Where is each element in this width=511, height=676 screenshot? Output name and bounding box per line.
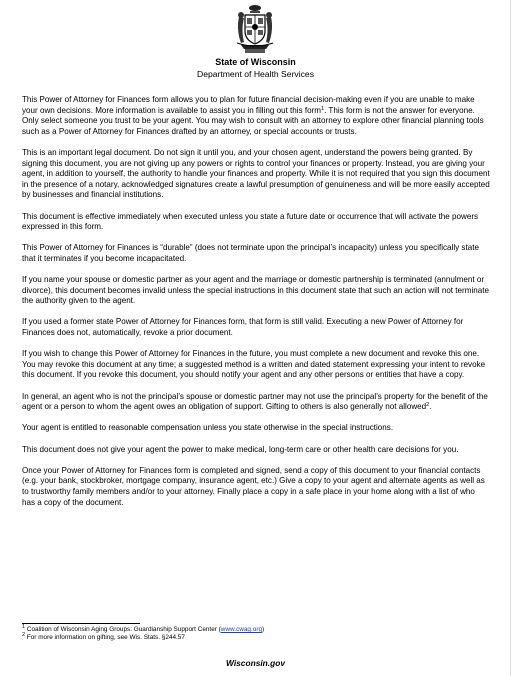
footnotes [22, 626, 490, 643]
paragraph-compensation: Your agent is entitled to reasonable compensation unless you state otherwise in the special instructions. [22, 423, 394, 433]
document-body [22, 95, 490, 519]
paragraph-former-form: If you used a former state Power of Attorney for Finances form, that form is still valid. Executing a new Power of Attorney for Finances does not, automatically, revoke a prior document. [22, 317, 464, 338]
paragraph-durable: This Power of Attorney for Finances is “durable” (does not terminate upon the principal’s incapacity) unless you specifically state that it terminates if you become incapacitated. [22, 243, 479, 263]
paragraph-copies: Once your Power of Attorney for Finances form is completed and signed, send a copy of this document to your financial contacts (e.g. your bank, stockbroker, mortgage company, insurance agent, etc.) Give a copy to your agent and alternate agents as well as to trustworthy family members and/or to your attorney. Finally place a copy in a safe place in your home along with a list of who has a copy of the document. [22, 465, 485, 507]
footnote-divider [22, 623, 140, 624]
page-title: State of Wisconsin [215, 57, 296, 67]
footnote-1: $^1$ Coalition of Wisconsin Aging Groups: Guardianship Support Center (www.cwag.org) [22, 624, 265, 633]
paragraph-revoke: If you wish to change this Power of Attorney for Finances in the future, you must complete a new document and revoke this one. You may revoke this document at any time; a suggested method is a written and dated statement expressing your intent to revoke this document. If you revoke this document, you should notify your agent and any other persons or entities that have a copy. [22, 349, 486, 380]
footnote-ref: 2 [426, 402, 430, 409]
paragraph-spouse-agent: If you name your spouse or domestic partner as your agent and the marriage or domestic partnership is terminated (annulment or divorce), this document becomes invalid unless the special instructions in this document state that such an action will not terminate the authority given to the agent. [22, 275, 489, 306]
state-seal-icon [233, 3, 277, 55]
paragraph-legal-document: This is an important legal document. Do not sign it until you, and your chosen agent, understand the powers being granted. By signing this document, you are not giving up any powers or rights to control your finances or property. Instead, you are giving your agent, in addition to yourself, the authority to handle your finances and property. While it is not required that you sign this document in the presence of a notary, acknowledged signatures create a lawful presumption of genuineness and will be more easily accepted by businesses and financial institutions. [22, 147, 490, 200]
paragraph-health-care: This document does not give your agent the power to make medical, long-term care or other health care decisions for you. [22, 444, 459, 454]
footer-site: Wisconsin.gov [225, 658, 286, 668]
department-name: Department of Health Services [196, 69, 315, 79]
footnote-ref: 1 [321, 105, 325, 112]
footnote-2: $^2$ For more information on gifting, see Wis. Stats. §244.57 [22, 632, 185, 642]
paragraph-intro: This Power of Attorney for Finances form allows you to plan for future financial decision-making even if you are unable to make your own decisions. More information is available to assist you in filling out this form$^1$. This form is not the answer for everyone. Only select someone you trust to be your agent. You may wish to consult with an attorney to explore other financial planning tools such as a Power of Attorney for Finances drafted by an attorney, or special accounts or trusts. [22, 95, 484, 136]
paragraph-effective: This document is effective immediately when executed unless you state a future date or occurrence that will activate the powers expressed in this form. [22, 211, 479, 232]
cwag-link[interactable]: www.cwag.org [220, 626, 262, 633]
paragraph-gifting: In general, an agent who is not the principal’s spouse or domestic partner may not use the principal’s property for the benefit of the agent or a person to whom the agent owes an obligation of support. Gifting to others is also generally not allowed$^2$. [22, 391, 488, 412]
